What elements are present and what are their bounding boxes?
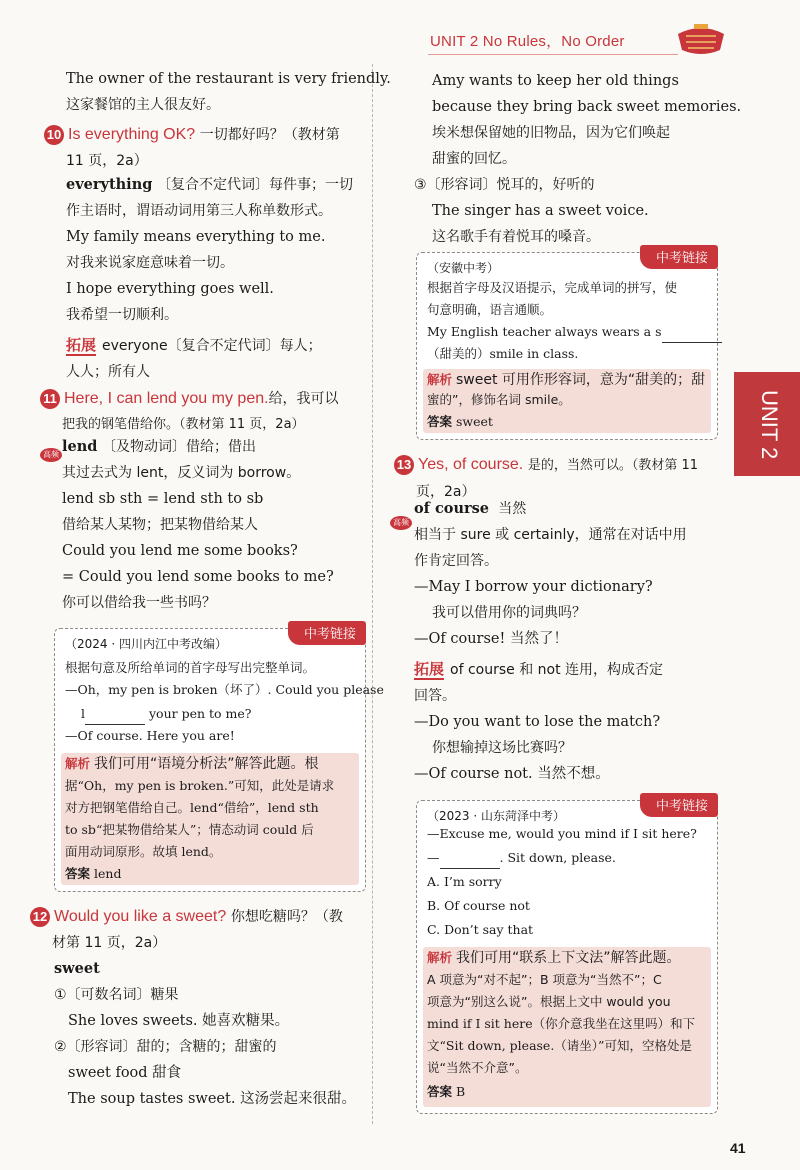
lantern-decoration-icon [672,20,730,60]
analysis-panel: 解析 我们可用“语境分析法”解答此题。根 据“Oh，my pen is broken.”可知，此处是请求 对方把钢笔借给自己。lend“借给”，lend sth to sb“把某物借给某人”；情态动词 could 后 面用动词原形。故填 lend。 答案 lend [61,753,359,885]
intro-sentence: The owner of the restaurant is very friendly. [66,71,391,87]
extension-tag: 拓展 [66,336,97,354]
section-10: 10 Is everything OK? 一切都好吗？（教材第 11 页，2a） [44,122,340,174]
header-rule [428,54,678,55]
section-13: 13 Yes, of course. 是的，当然可以。（教材第 11 页，2a） [394,452,698,505]
answer-blank [440,854,500,869]
headword: everything [66,176,153,193]
column-divider [372,64,373,1124]
intro-translation: 这家餐馆的主人很友好。 [66,97,220,113]
unit-header: UNIT 2 No Rules，No Order [430,33,625,50]
exam-box-lend: （2024 · 四川内江中考改编） 中考链接 根据句意及所给单词的首字母写出完整单词。 —Oh，my pen is broken（坏了）. Could you please l your pen to me? —Of course. Here you are! 解析 我们可用“语境分析法”解答此题。根 据“Oh，my pen is broken.”可知，此处是请求 对方把钢笔借给自己。lend“借给”，lend sth to sb“把某物借给某人”；情态动词 could 后 面用动词原形。故填 lend。 答案 lend [54,628,366,892]
analysis-panel: 解析 我们可用“联系上下文法”解答此题。 A 项意为“对不起”；B 项意为“当然不”；C 项意为“别这么说”。根据上文中 would you mind if I sit here（你介意我坐在这里吗）和下 文“Sit down, please.（请坐）”可知，空格处是 说“当然不介意”。 答案 B [423,947,711,1107]
section-12: 12 Would you like a sweet? 你想吃糖吗？（教 材第 11 页，2a） [30,904,343,956]
analysis-panel: 解析 sweet 可用作形容词，意为“甜美的；甜 蜜的”，修饰名词 smile。 答案 sweet [423,369,711,433]
section-number: 10 [44,125,64,145]
section-11: 11 Here, I can lend you my pen.给，我可以 把我的钢笔借给你。（教材第 11 页，2a） [40,386,339,438]
unit-side-tab: UNIT 2 [734,372,800,476]
exam-box-sweet: （安徽中考） 中考链接 根据首字母及汉语提示，完成单词的拼写，使 句意明确，语言通顺。 My English teacher always wears a s （甜美的）smile in class. 解析 sweet 可用作形容词，意为“甜美的；甜 蜜的”，修饰名词 smile。 答案 sweet [416,252,718,440]
answer-blank [662,328,722,343]
answer-blank [85,710,145,725]
page-number: 41 [730,1140,746,1156]
frequency-badge: 高频 [40,448,62,462]
answer-value: lend [94,866,122,881]
exam-link-badge: 中考链接 [288,621,366,645]
exam-box-of-course: （2023 · 山东菏泽中考） 中考链接 —Excuse me, would you mind if I sit here? — . Sit down, please. A. I’m sorry B. Of course not C. Don’t say that 解析 我们可用“联系上下文法”解答此题。 A 项意为“对不起”；B 项意为“当然不”；C 项意为“别这么说”。根据上文中 would you mind if I sit here（你介意我坐在这里吗）和下 文“Sit down, please.（请坐）”可知，空格处是 说“当然不介意”。 答案 B [416,800,718,1114]
textbook-page: UNIT 2 No Rules，No Order UNIT 2 The owner of the restaurant is very friendly. 这家餐馆的主人很友好。 10 Is everything OK? 一切都好吗？（教材第 11 页，2a） everything 〔复合不定代词〕每件事；一切 作主语时，谓语动词用第三人称单数形式。 My family means everything to me. 对我来说家庭意味着一切。 I hope everything goes well. 我希望一切顺利。 拓展 everyone〔复合不定代词〕每人； 人人；所有人 11 Here, I can lend you my pen.给，我可以 把我的钢笔借给你。（教材第 11 页，2a） 高频 lend 〔及物动词〕借给；借出 其过去式为 lent，反义词为 borrow。 lend sb sth = lend sth to sb 借给某人某物；把某物借给某人 Could you lend me some books? = Could you lend some books to me? 你可以借给我一些书吗？ （2024 · 四川内江中考改编） 中考链接 根据句意及所给单词的首字母写出完整单词。 —Oh，my pen is broken（坏了）. Could you please l your pen to me? —Of course. Here you are! 解析 我们可用“语境分析法”解答此题。根 据“Oh，my pen is broken.”可知，此处是请求 对方把钢笔借给自己。lend“借给”，lend sth to sb“把某物借给某人”；情态动词 could 后 面用动词原形。故填 lend。 答案 lend 12 Would you like a sweet? 你想吃糖吗？（教 材第 11 页，2a） sweet ①〔可数名词〕糖果 She loves sweets. 她喜欢糖果。 ②〔形容词〕甜的；含糖的；甜蜜的 sweet food 甜食 The soup tastes sweet. 这汤尝起来很甜。 Amy wants to keep her old things because they bring back sweet memories. 埃米想保留她的旧物品，因为它们唤起 甜蜜的回忆。 ③〔形容词〕悦耳的，好听的 The singer has a sweet voice. 这名歌手有着悦耳的嗓音。 （安徽中考） 中考链接 根据首字母及汉语提示，完成单词的拼写，使 句意明确，语言通顺。 My English teacher always wears a s （甜美的）smile in class. 解析 sweet 可用作形容词，意为“甜美的；甜 蜜的”，修饰名词 smile。 答案 sweet 13 Yes, of course. 是的，当然可以。（教材第 11 页，2a） 高频 of course 当然 相当于 sure 或 certainly，通常在对话中用 作肯定回答。 —May I borrow your dictionary? 我可以借用你的词典吗？ —Of course! 当然了！ 拓展 of course 和 not 连用，构成否定 回答。 —Do you want to lose the match? 你想输掉这场比赛吗？ —Of course not. 当然不想。 （2023 · 山东菏泽中考） 中考链接 —Excuse me, would you mind if I sit here? — . Sit down, please. A. I’m sorry B. Of course not C. Don’t say that 解析 我们可用“联系上下文法”解答此题。 A 项意为“对不起”；B 项意为“当然不”；C 项意为“别这么说”。根据上文中 would you mind if I sit here（你介意我坐在这里吗）和下 文“Sit down, please.（请坐）”可知，空格处是 说“当然不介意”。 答案 B 41 [0,0,800,1170]
section-heading: Is everything OK? [68,126,196,143]
